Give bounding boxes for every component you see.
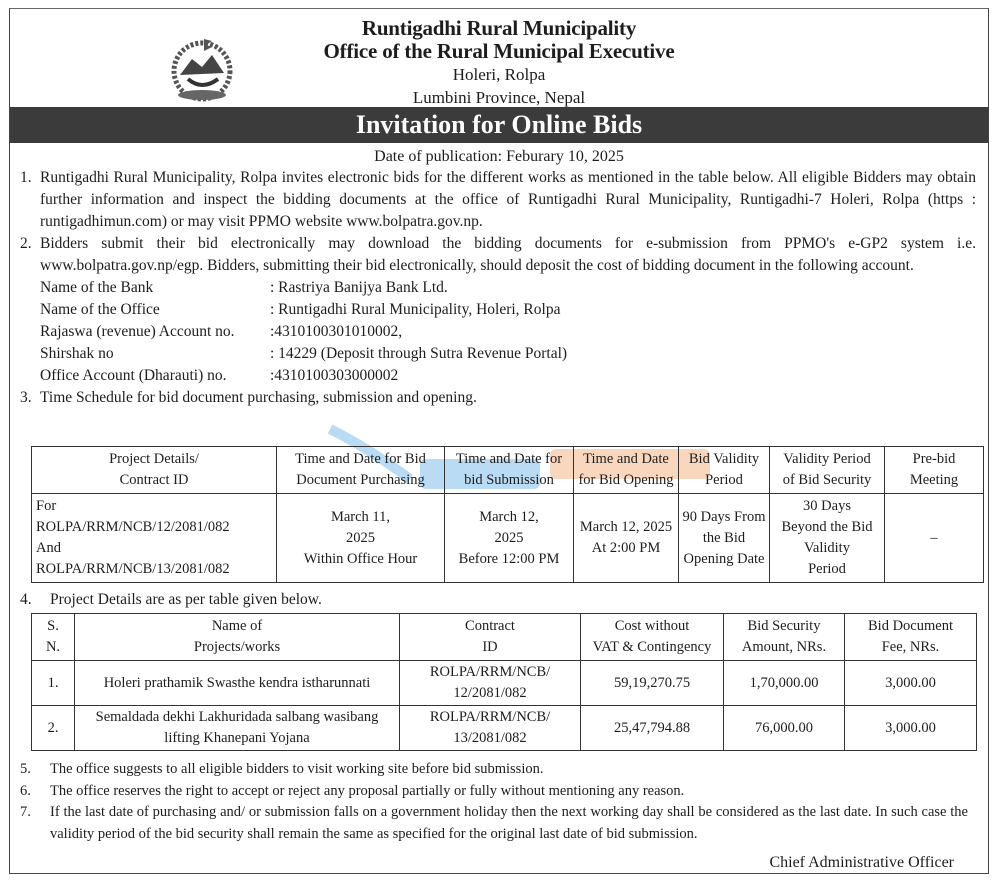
header-serial: S. N. [32,614,75,661]
paragraph-number: 3. [20,389,32,406]
cell-serial: 1. [32,661,75,706]
paragraph-text: Project Details are as per table given below. [50,591,322,608]
header-document-purchasing: Time and Date for Bid Document Purchasing [277,447,445,494]
cell-document-fee: 3,000.00 [845,661,977,706]
table-row [32,661,977,706]
paragraph-3 [20,387,976,409]
header-bid-opening: Time and Date for Bid Opening [574,447,679,494]
note-6 [20,781,968,803]
cell-project-contracts: For ROLPA/RRM/NCB/12/2081/082 And ROLPA/RRM/NCB/13/2081/082 [32,494,277,583]
province-country: Lumbini Province, Nepal [412,88,586,107]
bank-detail-row [40,299,976,321]
header-document-fee: Bid Document Fee, NRs. [845,614,977,661]
note-7 [20,802,968,845]
notes [20,759,968,845]
bank-detail-value: : Rastriya Banijya Bank Ltd. [270,279,448,296]
note-text: The office suggests to all eligible bidders to visit working site before bid submission. [50,761,544,777]
bank-detail-label: Name of the Bank [40,279,154,296]
schedule-table [31,446,984,583]
bank-detail-value: : 14229 (Deposit through Sutra Revenue Portal) [270,345,568,362]
bank-detail-value: :4310100303000002 [270,367,399,384]
cell-security-validity: 30 Days Beyond the Bid Validity Period [770,494,885,583]
cell-bid-validity: 90 Days From the Bid Opening Date [679,494,770,583]
signature-title: Chief Administrative Officer [769,854,954,871]
bank-detail-label: Shirshak no [40,345,114,362]
note-text: The office reserves the right to accept or reject any proposal partially or fully without mentioning any reason. [50,782,685,799]
header-bid-security: Bid Security Amount, NRs. [724,614,845,661]
municipality-name: Runtigadhi Rural Municipality [361,16,637,40]
cell-submission: March 12, 2025 Before 12:00 PM [445,494,574,583]
cell-bid-security: 76,000.00 [724,706,845,751]
header-bid-submission: Time and Date for bid Submission [445,447,574,494]
paragraph-number: 1. [20,169,32,186]
cell-contract-id: ROLPA/RRM/NCB/ 13/2081/082 [400,706,581,751]
bank-details [40,277,976,387]
office-location: Holeri, Rolpa [452,65,546,84]
paragraph-text: Runtigadhi Rural Municipality, Rolpa invites electronic bids for the different works as mentioned in the table below. All eligible Bidders may obtain further information and inspect the bidding documents at the office of Runtigadhi Rural Municipality, Runtigadhi-7 Holeri, Rolpa (https : runtigadhimun.com) or may visit PPMO website www.bolpatra.gov.np. [40,169,976,230]
schedule-row [32,494,984,583]
notice-frame [9,8,989,874]
cell-opening: March 12, 2025 At 2:00 PM [574,494,679,583]
cell-prebid: – [885,494,984,583]
notice-title-banner: Invitation for Online Bids [10,107,988,143]
bank-detail-row [40,365,976,387]
paragraph-2 [20,233,976,277]
header-contract-id: Contract ID [400,614,581,661]
header-prebid-meeting: Pre-bid Meeting [885,447,984,494]
header-project-details: Project Details/ Contract ID [32,447,277,494]
bank-detail-value: : Runtigadhi Rural Municipality, Holeri, Rolpa [270,301,561,318]
cell-serial: 2. [32,706,75,751]
bank-detail-row [40,321,976,343]
cell-contract-id: ROLPA/RRM/NCB/ 12/2081/082 [400,661,581,706]
projects-table [31,613,977,751]
cell-document-fee: 3,000.00 [845,706,977,751]
schedule-header-row [32,447,984,494]
cell-cost: 59,19,270.75 [581,661,724,706]
paragraph-number: 4. [20,591,32,608]
bank-detail-label: Office Account (Dharauti) no. [40,367,227,384]
header-bid-validity: Bid Validity Period [679,447,770,494]
notice-body [20,167,976,409]
cell-project-name: Holeri prathamik Swasthe kendra istharunnati [75,661,400,706]
note-number: 6. [20,782,31,799]
header [10,13,988,111]
cell-bid-security: 1,70,000.00 [724,661,845,706]
bank-detail-row [40,343,976,365]
paragraph-text: Time Schedule for bid document purchasing, submission and opening. [40,389,477,406]
header-security-validity: Validity Period of Bid Security [770,447,885,494]
header-cost: Cost without VAT & Contingency [581,614,724,661]
header-project-name: Name of Projects/works [75,614,400,661]
table-row [32,706,977,751]
paragraph-1 [20,167,976,233]
paragraph-number: 2. [20,235,32,252]
bank-detail-label: Rajaswa (revenue) Account no. [40,323,235,340]
note-5 [20,759,968,781]
cell-purchasing: March 11, 2025 Within Office Hour [277,494,445,583]
projects-header-row [32,614,977,661]
bank-detail-row [40,277,976,299]
cell-project-name: Semaldada dekhi Lakhuridada salbang wasibang lifting Khanepani Yojana [75,706,400,751]
paragraph-4 [20,589,322,611]
cell-cost: 25,47,794.88 [581,706,724,751]
note-number: 7. [20,804,31,820]
bank-detail-label: Name of the Office [40,301,160,318]
note-text: If the last date of purchasing and/ or submission falls on a government holiday then the next working day shall be considered as the last date. In such case the validity period of the bid security shall remain the same as specified for the original last date of bid submission. [50,804,968,842]
office-name: Office of the Rural Municipal Executive [323,39,675,63]
note-number: 5. [20,761,31,777]
publication-date: Date of publication: Feburary 10, 2025 [374,148,624,165]
paragraph-text: Bidders submit their bid electronically may download the bidding documents for e-submission from PPMO's e-GP2 system i.e. www.bolpatra.gov.np/egp. Bidders, submitting their bid electronically, should deposit the cost of bidding document in the following account. [40,235,976,274]
bank-detail-value: :4310100301010002, [270,323,403,340]
